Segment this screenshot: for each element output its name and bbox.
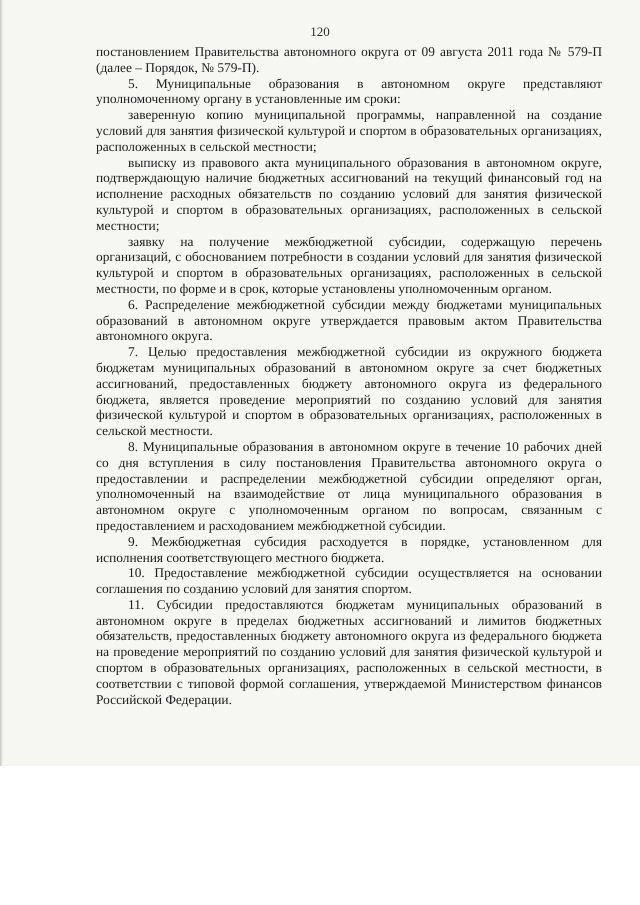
paragraph-item-legal-act-extract: выписку из правового акта муниципального образования в автономном округе, подтверждающую наличие бюджетных ассигнований на текущий финансовый год на исполнение расходных обязательств по созданию условий для занятия физической культурой и спортом в образовательных организациях, расположенных в сельской местности; (96, 154, 602, 233)
document-text-body (96, 44, 602, 707)
paragraph-clause-5: 5. Муниципальные образования в автономном округе представляют уполномоченному органу в установленные им сроки: (96, 75, 602, 107)
paragraph-clause-6: 6. Распределение межбюджетной субсидии между бюджетами муниципальных образований в автономном округе утверждается правовым актом Правительства автономного округа. (96, 296, 602, 344)
paragraph-clause-9: 9. Межбюджетная субсидия расходуется в порядке, установленном для исполнения соответствующего местного бюджета. (96, 533, 602, 565)
page-number: 120 (310, 24, 330, 39)
blank-area-below-page (0, 766, 640, 905)
paragraph-clause-10: 10. Предоставление межбюджетной субсидии осуществляется на основании соглашения по созданию условий для занятия спортом. (96, 565, 602, 597)
paragraph-clause-8: 8. Муниципальные образования в автономном округе в течение 10 рабочих дней со дня вступления в силу постановления Правительства автономного округа о предоставлении и распределении межбюджетной субсидии определяют орган, уполномоченный на взаимодействие от лица муниципального образования в автономном округе с уполномоченным органом по вопросам, связанным с предоставлением и расходованием межбюджетной субсидии. (96, 438, 602, 533)
page-edge-shadow (0, 0, 3, 766)
paragraph-clause-7: 7. Целью предоставления межбюджетной субсидии из окружного бюджета бюджетам муниципальных образований в автономном округе за счет бюджетных ассигнований, предоставленных бюджету автономного округа из федерального бюджета, является проведение мероприятий по созданию условий для занятия физической культурой и спортом в образовательных организациях, расположенных в сельской местности. (96, 344, 602, 439)
paragraph-item-subsidy-application: заявку на получение межбюджетной субсидии, содержащую перечень организаций, с обоснованием потребности в создании условий для занятия физической культурой и спортом в образовательных организациях, расположенных в сельской местности, по форме и в срок, которые установлены уполномоченным органом. (96, 233, 602, 296)
paragraph-item-program-copy: заверенную копию муниципальной программы, направленной на создание условий для занятия физической культурой и спортом в образовательных организациях, расположенных в сельской местности; (96, 107, 602, 154)
paragraph-continuation: постановлением Правительства автономного округа от 09 августа 2011 года № 579-П (далее – Порядок, № 579-П). (96, 44, 602, 75)
paragraph-clause-11: 11. Субсидии предоставляются бюджетам муниципальных образований в автономном округе в пределах бюджетных ассигнований и лимитов бюджетных обязательств, предоставленных бюджету автономного округа из федерального бюджета на проведение мероприятий по созданию условий для занятия физической культурой и спортом в образовательных организациях, расположенных в сельской местности, в соответствии с типовой формой соглашения, утверждаемой Министерством финансов Российской Федерации. (96, 596, 602, 707)
